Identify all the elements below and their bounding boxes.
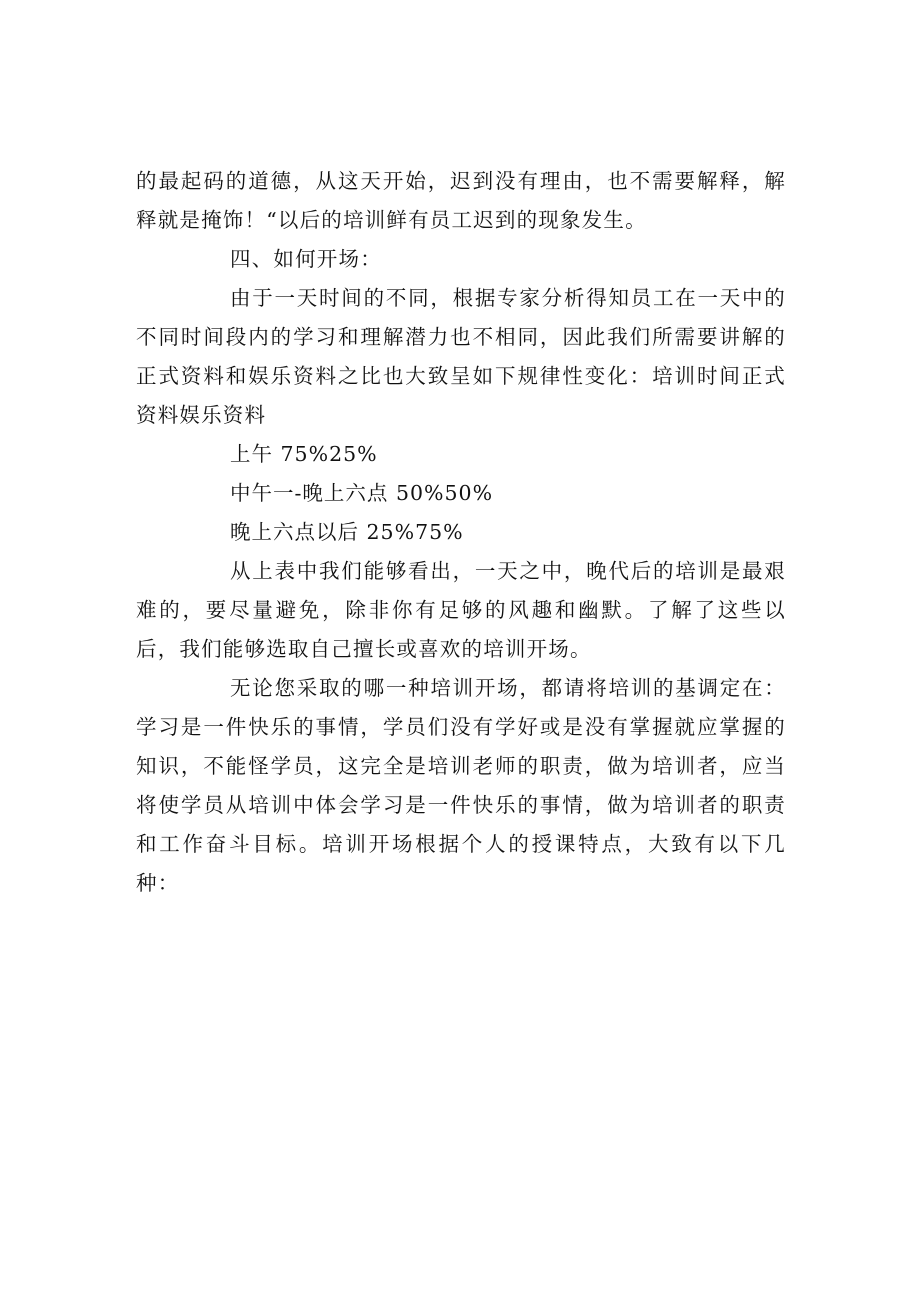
table-row-morning: 上午 75%25%: [230, 442, 378, 466]
table-row-afternoon: 中午一-晚上六点 50%50%: [230, 481, 494, 505]
paragraph-training-tone: 无论您采取的哪一种培训开场，都请将培训的基调定在：学习是一件快乐的事情，学员们没有学好或是没有掌握就应掌握的知识，不能怪学员，这完全是培训老师的职责，做为培训者，应当将使学员从培训中体会学习是一件快乐的事情，做为培训者的职责和工作奋斗目标。培训开场根据个人的授课特点，大致有以下几种：: [136, 676, 786, 895]
paragraph-table-conclusion: 从上表中我们能够看出，一天之中，晚代后的培训是最艰难的，要尽量避免，除非你有足够的风趣和幽默。了解了这些以后，我们能够选取自己擅长或喜欢的培训开场。: [136, 559, 786, 661]
section-heading: 四、如何开场：: [230, 247, 382, 271]
table-row-evening: 晚上六点以后 25%75%: [230, 520, 464, 544]
paragraph-continuation: 的最起码的道德，从这天开始，迟到没有理由，也不需要解释，解释就是掩饰！“以后的培训鲜有员工迟到的现象发生。: [136, 169, 786, 232]
paragraph-time-intro: 由于一天时间的不同，根据专家分析得知员工在一天中的不同时间段内的学习和理解潜力也不相同，因此我们所需要讲解的正式资料和娱乐资料之比也大致呈如下规律性变化：培训时间正式资料娱乐资料: [136, 286, 786, 427]
document-body: [136, 162, 786, 903]
